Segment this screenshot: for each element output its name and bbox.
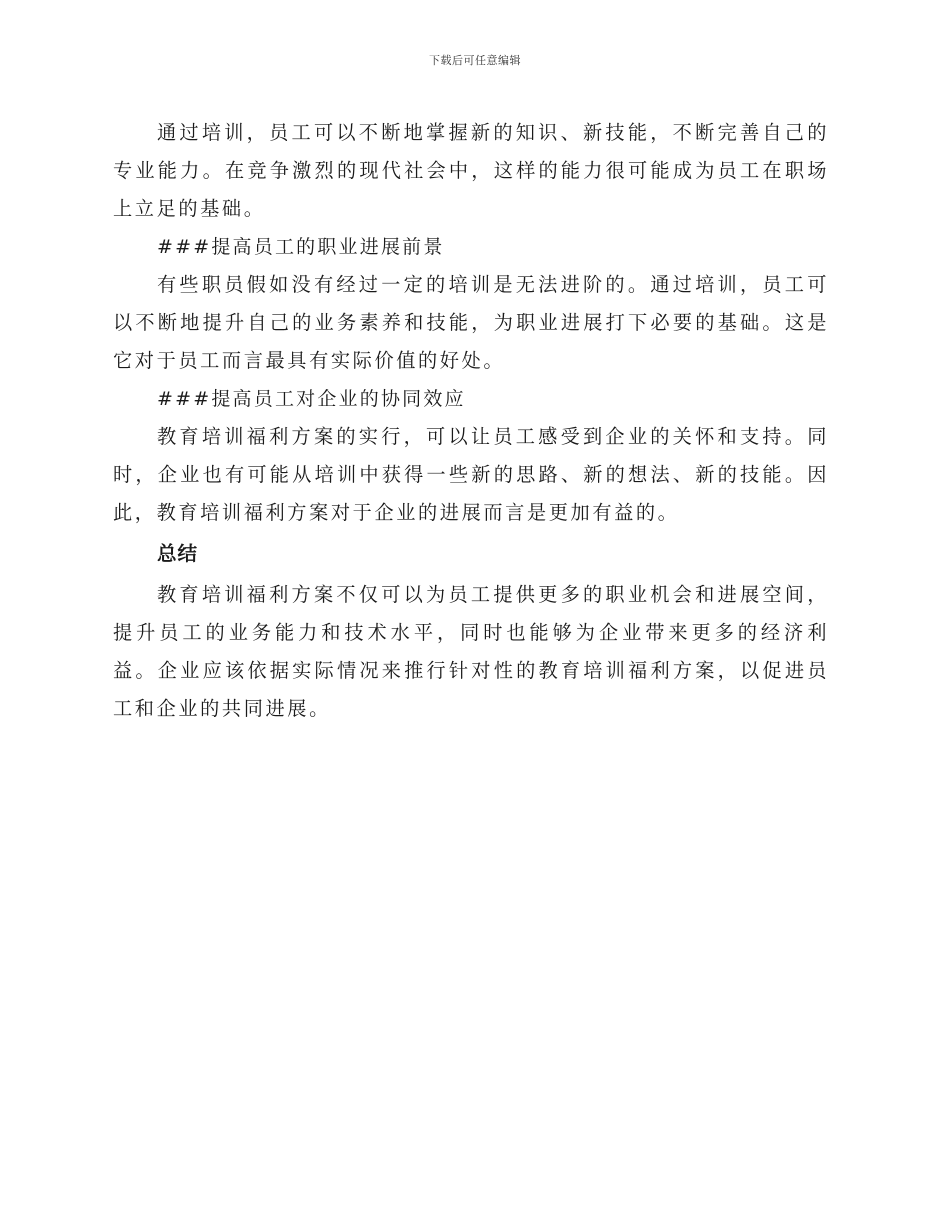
section-title-summary: 总结 (157, 542, 199, 565)
paragraph-synergy: 教育培训福利方案的实行，可以让员工感受到企业的关怀和支持。同时，企业也有可能从培训中获得一些新的思路、新的想法、新的技能。因此，教育培训福利方案对于企业的进展而言是更加有益的。 (113, 425, 829, 524)
paragraph-career-prospects: 有些职员假如没有经过一定的培训是无法进阶的。通过培训，员工可以不断地提升自己的业务素养和技能，为职业进展打下必要的基础。这是它对于员工而言最具有实际价值的好处。 (113, 273, 829, 372)
paragraph-summary: 教育培训福利方案不仅可以为员工提供更多的职业机会和进展空间，提升员工的业务能力和技术水平，同时也能够为企业带来更多的经济利益。企业应该依据实际情况来推行针对性的教育培训福利方案，以促进员工和企业的共同进展。 (113, 583, 829, 720)
subheading-career-prospects: ###提高员工的职业进展前景 (157, 236, 445, 258)
subheading-synergy: ###提高员工对企业的协同效应 (157, 388, 466, 410)
document-body (113, 114, 829, 728)
paragraph-training-skills: 通过培训，员工可以不断地掌握新的知识、新技能，不断完善自己的专业能力。在竞争激烈的现代社会中，这样的能力很可能成为员工在职场上立足的基础。 (113, 121, 829, 220)
page-header-note: 下载后可任意编辑 (429, 54, 521, 67)
